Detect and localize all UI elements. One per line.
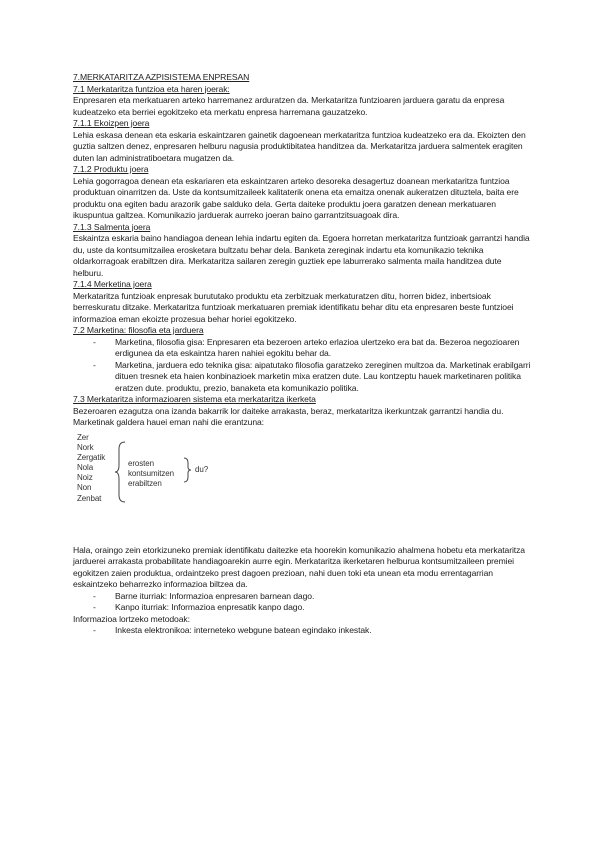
questions-diagram [73,433,533,517]
question-word: Zergatik [77,452,106,462]
heading-7-1-2: 7.1.2 Produktu joera [73,164,149,174]
question-word: Nola [77,463,94,473]
methods-label: Informazioa lortzeko metodoak: [73,613,190,624]
paragraph-7-1-4: Merkataritza funtzioak enpresak burututako produktu eta zerbitzuak merkaturatzen ditu, horren bidez, inbertsioak berreskuratu ditzake. Merkataritza funtzioak merkatuaren premiak identifikatu behar ditu eta enpresaren beste funtzioei informazioa eman ekoizte prozesua behar horiei egokitzeko. [73,290,514,324]
paragraph-7-3: Bezeroaren ezagutza ona izanda bakarrik lor daiteke arrakasta, beraz, merkataritza ikerkuntzak garrantzi handia du. Marketinak galdera hauei eman nahi die erantzuna: [73,405,504,427]
paragraph-7-1-2: Lehia gogorragoa denean eta eskariaren eta eskaintzaren arteko desoreka desagertuz doanean merkataritza funtzioa produktuan oinarritzen da. Uste da kontsumitzaileek kalitaterik onena eta emaitza onenak aukeratzen dituztela, baita ere produktu ona egiten badu arazorik gabe salduko dela. Gerta daiteke produktu joera garatzen denean merkatuaren ikuspuntua galtzea. Komunikazio jarduerak aurreko joeran baino garrantzitsuagoak dira. [73,175,519,220]
question-word: Zer [77,432,89,442]
question-word: Non [77,483,92,493]
heading-7-1-1: 7.1.1 Ekoizpen joera [73,118,150,128]
heading-7-1: 7.1 Merkataritza funtzioa eta haren joerak: [73,83,230,94]
paragraph-7-1: Enpresaren eta merkatuaren arteko harremanez arduratzen da. Merkataritza funtzioaren jarduera garatu da enpresa kudeatzeko eta berriei egokitzeko eta merkatu enpresa harremana gauzatzeko. [73,95,505,117]
list-item: - Inkesta elektronikoa: interneteko webgune batean egindako inkestak. [93,625,533,637]
verb-word: kontsumitzen [128,468,174,478]
closing-brace-icon [183,457,191,483]
question-word: Noiz [77,473,93,483]
paragraph-after-diagram: Hala, oraingo zein etorkizuneko premiak identifikatu daitezke eta hoorekin komunikazio ahalmena hobetu eta merkataritza jarduerei arrakasta probabilitate handiagoarekin aurre egin. Merkataritza ikerketaren helburua kontsumitzaileen premiei egokitzen zaien produktua, ordaintzeko prest dagoen prezioan, nahi duen toki eta unean eta modu errentagarrian eskaintzeko beharrezko informazioa biltzea da. [73,544,525,589]
marketing-list [73,337,533,395]
sources-list [73,591,533,614]
verbs-column [128,459,174,489]
list-item: - Marketina, filosofia gisa: Enpresaren eta bezeroen arteko erlazioa ulertzeko era bat da. Bezeroa negozioaren erdigunea da eta eskaintza haren nahiei egokitu behar da. [93,337,533,360]
questions-column [77,433,105,504]
heading-7-3: 7.3 Merkataritza informazioaren sistema eta merkataritza ikerketa [73,394,316,404]
heading-7-2: 7.2 Marketina: filosofia eta jarduera [73,325,204,335]
verb-word: erosten [128,458,154,468]
methods-list [73,625,533,637]
curly-brace-icon [115,441,127,503]
heading-7-1-4: 7.1.4 Merketina joera [73,279,152,289]
du-label: du? [195,464,209,474]
main-heading: 7.MERKATARITZA AZPISISTEMA ENPRESAN [73,72,250,82]
paragraph-7-1-3: Eskaintza eskaria baino handiagoa denean lehia indartu egiten da. Egoera horretan merkataritza funtzioak garrantzi handia du, uste da kontsumitzailea erosketara bultzatu behar dela. Banketa zereginak indartu eta komunikazio teknika oldarkorragoak erabiltzen dira. Merkataritza sailaren zeregin guztiek epe laburrerako salmenta maila handitzea dute helburu. [73,233,530,278]
question-word: Nork [77,442,94,452]
question-word: Zenbat [77,493,102,503]
paragraph-7-1-1: Lehia eskasa denean eta eskaria eskaintzaren gainetik dagoenean merkataritza funtzioa kudeatzeko era da. Ekoizten den guztia saltzen denez, enpresaren helburu nagusia produktibitatea handitzea da. Merkataritza jarduera salmentek eragiten duten lan administratiboetara mugatzen da. [73,129,526,163]
document-page [73,72,533,637]
list-item: - Marketina, jarduera edo teknika gisa: aipatutako filosofia garatzeko zereginen multzoa da. Marketinak erabilgarri dituen tresnek eta haien konbinazioek marketin mixa eratzen dute. Lau kontzeptu hauek marketinaren politika eratzen dute. produktu, prezio, banaketa eta komunikazio politika. [93,360,533,395]
heading-7-1-3: 7.1.3 Salmenta joera [73,221,151,232]
verb-word: erabiltzen [128,478,162,488]
list-item: - Kanpo iturriak: Informazioa enpresatik kanpo dago. [93,602,533,614]
list-item: - Barne iturriak: Informazioa enpresaren barnean dago. [93,591,533,603]
